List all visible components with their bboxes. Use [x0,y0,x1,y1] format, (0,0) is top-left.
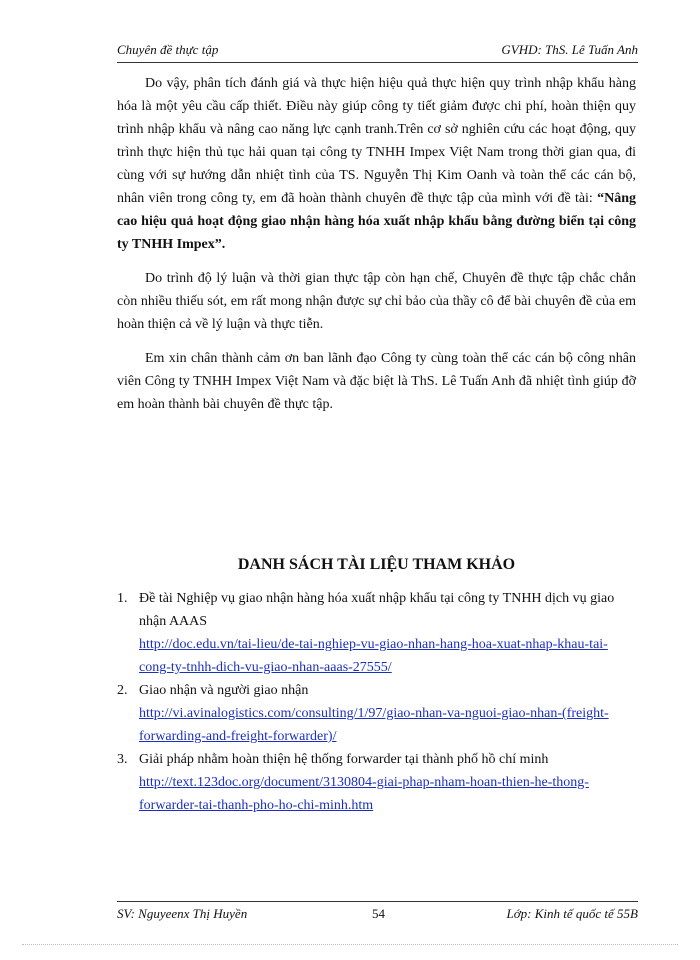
footer-student: SV: Nguyeenx Thị Huyền [117,906,248,921]
header-supervisor: GVHD: ThS. Lê Tuấn Anh [501,42,638,57]
reference-number: 1. [117,591,128,606]
references-title: DANH SÁCH TÀI LIỆU THAM KHẢO [237,556,516,573]
paragraph-3: Em xin chân thành cảm ơn ban lãnh đạo Công ty cùng toàn thể các cán bộ công nhân viên Công ty TNHH Impex Việt Nam và đặc biệt là ThS. Lê Tuấn Anh đã nhiệt tình giúp đỡ em hoàn thành bài chuyên đề thực tập. [117,351,636,412]
body-text [117,72,636,427]
reference-text: Đề tài Nghiệp vụ giao nhận hàng hóa xuất nhập khẩu tại công ty TNHH dịch vụ giao nhận AAAS [139,591,615,629]
reference-item [117,748,636,817]
reference-link[interactable]: http://doc.edu.vn/tai-lieu/de-tai-nghiep-vu-giao-nhan-hang-hoa-xuat-nhap-khau-tai-cong-ty-tnhh-dich-vu-giao-nhan-aaas-27555/ [139,637,608,675]
footer-class: Lớp: Kinh tế quốc tế 55B [506,906,638,921]
reference-item [117,679,636,748]
thesis-topic: “Nâng cao hiệu quả hoạt động giao nhận hàng hóa xuất nhập khẩu bằng đường biển tại công ty TNHH Impex”. [117,191,636,252]
page-bottom-divider [22,944,678,945]
reference-item [117,587,636,679]
references-list [117,587,636,817]
paragraph-1-text: Do vậy, phân tích đánh giá và thực hiện hiệu quả thực hiện quy trình nhập khẩu hàng hóa là một yêu cầu cấp thiết. Điều này giúp công ty tiết giảm được chi phí, hoàn thiện quy trình nhập khẩu và nâng cao năng lực cạnh tranh.Trên cơ sở nghiên cứu các hoạt động, quy trình thực hiện thủ tục hải quan tại công ty TNHH Impex Việt Nam trong thời gian qua, đi cùng với sự hướng dẫn nhiệt tình của TS. Nguyễn Thị Kim Oanh và toàn thể các cán bộ, nhân viên trong công ty, em đã hoàn thành chuyên đề thực tập của mình với đề tài: [117,76,636,206]
reference-number: 2. [117,683,128,698]
header-left-title: Chuyên đề thực tập [117,42,219,57]
page-footer [117,901,638,926]
reference-text: Giải pháp nhằm hoàn thiện hệ thống forwarder tại thành phố hồ chí minh [139,752,549,767]
paragraph-1 [117,72,636,256]
reference-text: Giao nhận và người giao nhận [139,683,309,698]
page-header [117,42,638,63]
reference-number: 3. [117,752,128,767]
page-number: 54 [372,906,385,921]
reference-link[interactable]: http://vi.avinalogistics.com/consulting/1/97/giao-nhan-va-nguoi-giao-nhan-(freight-forwarding-and-freight-forwarder)/ [139,706,609,744]
reference-link[interactable]: http://text.123doc.org/document/3130804-giai-phap-nham-hoan-thien-he-thong-forwarder-tai-thanh-pho-ho-chi-minh.htm [139,775,589,813]
paragraph-2: Do trình độ lý luận và thời gian thực tập còn hạn chế, Chuyên đề thực tập chắc chắn còn nhiều thiếu sót, em rất mong nhận được sự chỉ bảo của thầy cô để bài chuyên đề của em hoàn thiện cả về lý luận và thực tiễn. [117,271,636,332]
